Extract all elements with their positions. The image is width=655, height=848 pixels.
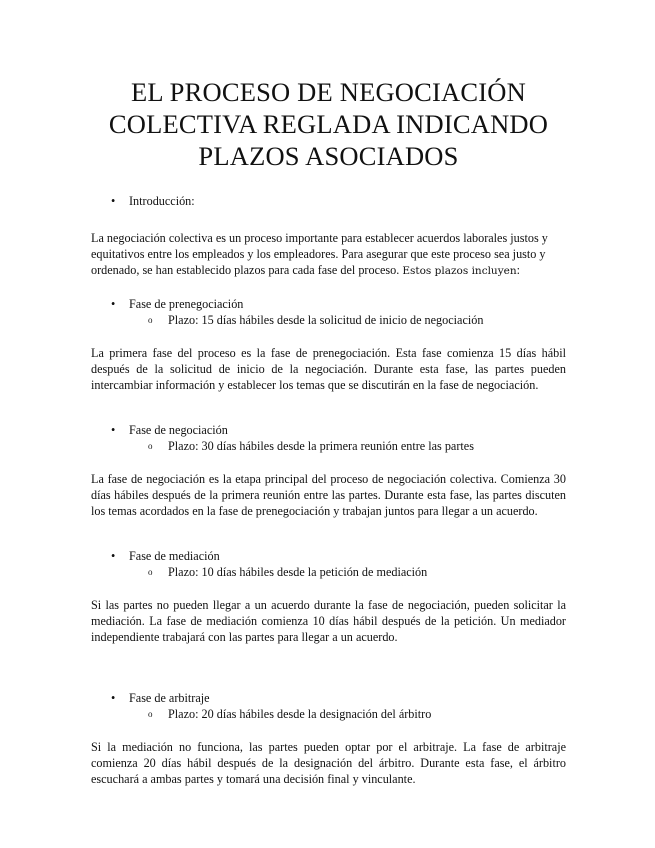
intro-bullet bbox=[91, 193, 566, 209]
bullet-circle-icon: o bbox=[148, 441, 153, 451]
section-deadline-label: Plazo: 20 días hábiles desde la designación del árbitro bbox=[168, 707, 432, 721]
document-title bbox=[91, 76, 566, 172]
section-heading-label: Fase de mediación bbox=[129, 549, 220, 563]
intro-paragraph-text: La negociación colectiva es un proceso importante para establecer acuerdos laborales justos y equitativos entre los empleados y los empleadores. Para asegurar que este proceso sea justo y ordenado, se han establecido plazos para cada fase del proceso. bbox=[91, 231, 548, 277]
bullet-dot-icon: • bbox=[111, 549, 116, 563]
section-deadline-label: Plazo: 15 días hábiles desde la solicitud de inicio de negociación bbox=[168, 313, 484, 327]
intro-bullet-label: Introducción: bbox=[129, 194, 195, 208]
section-paragraph-mediacion: Si las partes no pueden llegar a un acuerdo durante la fase de negociación, pueden solicitar la mediación. La fase de mediación comienza 10 días hábil después de la petición. Un mediador independiente trabajará con las partes para llegar a un acuerdo. bbox=[91, 598, 566, 644]
section-heading-label: Fase de arbitraje bbox=[129, 691, 210, 705]
section-heading-label: Fase de negociación bbox=[129, 423, 228, 437]
bullet-circle-icon: o bbox=[148, 567, 153, 577]
section-deadline-label: Plazo: 10 días hábiles desde la petición de mediación bbox=[168, 565, 428, 579]
section-heading-arbitraje bbox=[91, 690, 566, 706]
bullet-circle-icon: o bbox=[148, 315, 153, 325]
intro-paragraph bbox=[91, 230, 566, 279]
section-deadline-label: Plazo: 30 días hábiles desde la primera reunión entre las partes bbox=[168, 439, 474, 453]
section-paragraph-arbitraje: Si la mediación no funciona, las partes pueden optar por el arbitraje. La fase de arbitraje comienza 20 días hábil después de la designación del árbitro. Durante esta fase, el árbitro escuchará a ambas partes y tomará una decisión final y vinculante. bbox=[91, 740, 566, 786]
section-deadline-arbitraje bbox=[91, 706, 566, 722]
bullet-dot-icon: • bbox=[111, 297, 116, 311]
section-deadline-prenegociacion bbox=[91, 312, 566, 328]
title-line-1: EL PROCESO DE NEGOCIACIÓN bbox=[131, 77, 526, 107]
intro-paragraph-tail: Estos plazos incluyen bbox=[402, 265, 517, 277]
section-heading-label: Fase de prenegociación bbox=[129, 297, 244, 311]
title-line-2: COLECTIVA REGLADA INDICANDO bbox=[108, 109, 549, 139]
section-deadline-negociacion bbox=[91, 438, 566, 454]
section-paragraph-prenegociacion: La primera fase del proceso es la fase de prenegociación. Esta fase comienza 15 días hábil después de la solicitud de inicio de la negociación. Durante esta fase, las partes pueden intercambiar información y establecer los temas que se discutirán en la fase de negociación. bbox=[91, 346, 566, 392]
intro-paragraph-colon: : bbox=[516, 263, 520, 277]
section-heading-negociacion bbox=[91, 422, 566, 438]
bullet-circle-icon: o bbox=[148, 709, 153, 719]
title-line-3: PLAZOS ASOCIADOS bbox=[198, 141, 459, 171]
section-heading-mediacion bbox=[91, 548, 566, 564]
bullet-dot-icon: • bbox=[111, 423, 116, 437]
section-deadline-mediacion bbox=[91, 564, 566, 580]
bullet-dot-icon: • bbox=[111, 691, 116, 705]
bullet-dot-icon: • bbox=[111, 194, 116, 208]
section-heading-prenegociacion bbox=[91, 296, 566, 312]
section-paragraph-negociacion: La fase de negociación es la etapa principal del proceso de negociación colectiva. Comienza 30 días hábiles después de la primera reunión entre las partes. Durante esta fase, las partes discuten los temas acordados en la fase de prenegociación y trabajan juntos para llegar a un acuerdo. bbox=[91, 472, 566, 518]
